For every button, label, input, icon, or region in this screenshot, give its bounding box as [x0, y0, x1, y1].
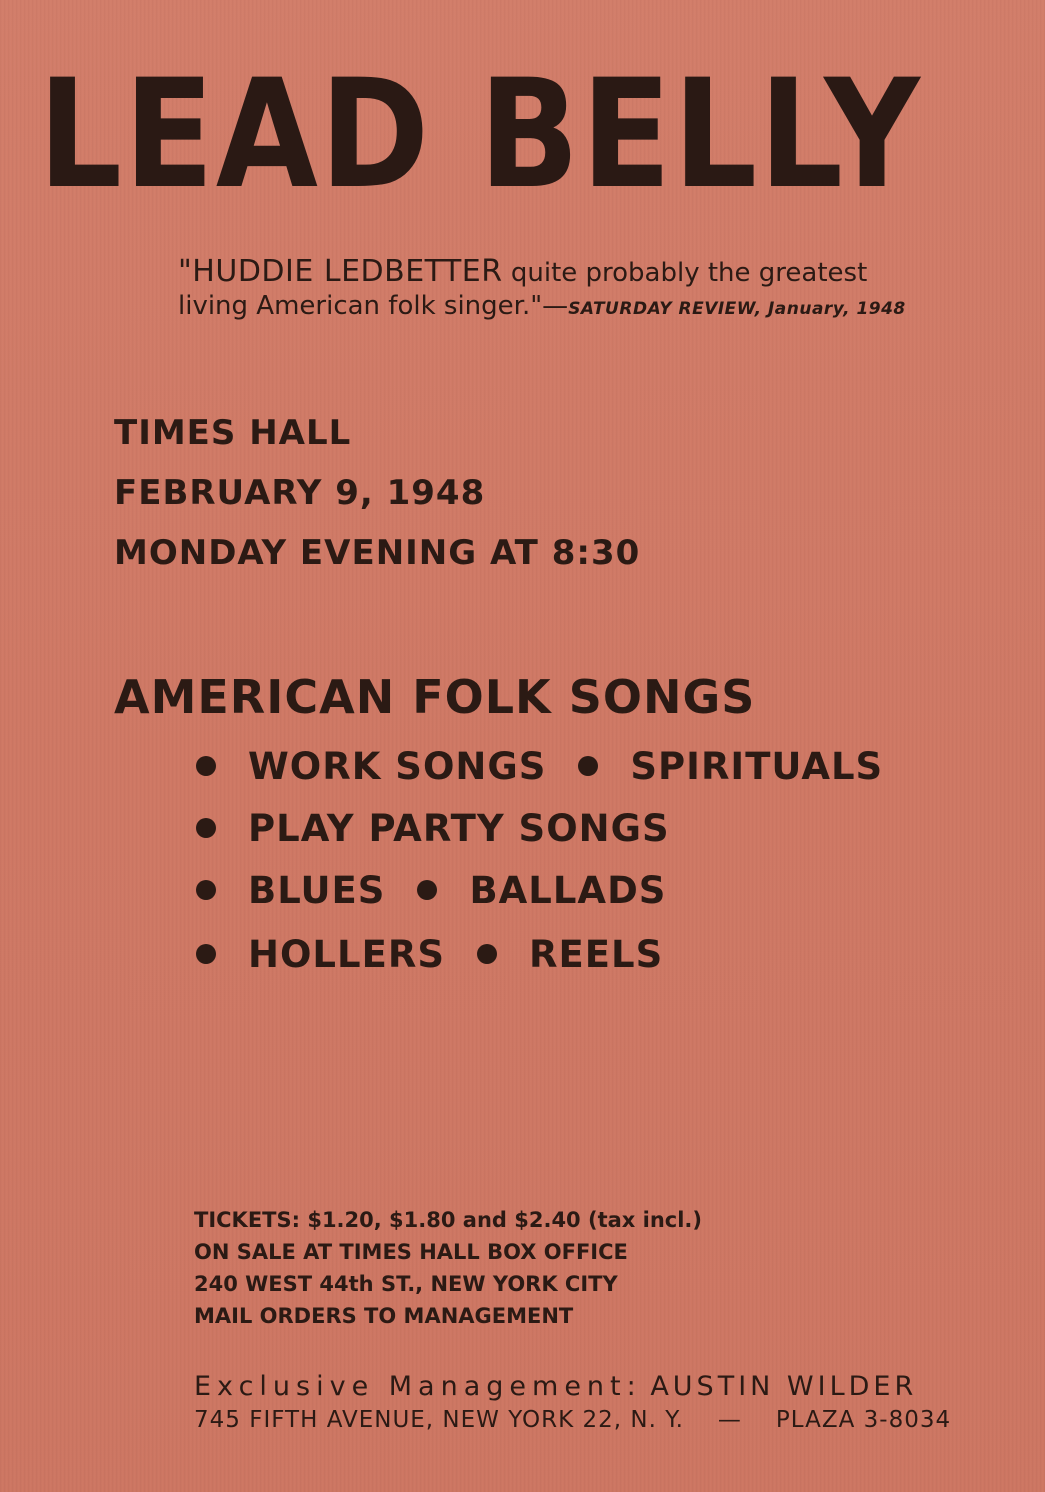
program-item-work-songs: WORK SONGS [248, 745, 547, 788]
program-row-4 [196, 933, 663, 977]
bullet-icon [196, 756, 216, 776]
management-label: Exclusive Management: [194, 1371, 642, 1402]
bullet-icon [417, 880, 437, 900]
management-line [194, 1370, 917, 1404]
management-address: 745 FIFTH AVENUE, NEW YORK 22, N. Y. [194, 1407, 684, 1433]
event-time: MONDAY EVENING AT 8:30 [114, 533, 641, 573]
tickets-on-sale: ON SALE AT TIMES HALL BOX OFFICE [194, 1240, 628, 1264]
bullet-icon [196, 944, 216, 964]
quote-line-1 [178, 256, 867, 289]
address-separator: — [717, 1407, 742, 1433]
bullet-icon [196, 880, 216, 900]
program-item-hollers: HOLLERS [248, 933, 445, 976]
program-row-2 [196, 807, 670, 851]
management-name: AUSTIN WILDER [650, 1371, 918, 1402]
event-venue: TIMES HALL [114, 413, 352, 453]
quote-text-1: quite probably the greatest [510, 258, 868, 288]
program-item-ballads: BALLADS [469, 869, 667, 912]
quote-source: SATURDAY REVIEW, January, 1948 [568, 299, 906, 319]
program-row-3 [196, 869, 666, 913]
program-item-reels: REELS [529, 933, 664, 976]
bullet-icon [477, 944, 497, 964]
quote-text-2: living American folk singer."— [178, 291, 569, 321]
program-row-1 [196, 745, 883, 789]
program-item-spirituals: SPIRITUALS [630, 745, 884, 788]
management-address-line [194, 1404, 951, 1436]
bullet-icon [196, 818, 216, 838]
tickets-prices: TICKETS: $1.20, $1.80 and $2.40 (tax incl.) [194, 1208, 703, 1232]
program-item-blues: BLUES [248, 869, 386, 912]
quote-name: "HUDDIE LEDBETTER [178, 254, 503, 289]
event-date: FEBRUARY 9, 1948 [114, 473, 486, 513]
program-item-play-party-songs: PLAY PARTY SONGS [248, 807, 670, 850]
management-phone: PLAZA 3-8034 [775, 1407, 952, 1433]
poster-title: LEAD BELLY [38, 48, 922, 222]
tickets-address: 240 WEST 44th ST., NEW YORK CITY [194, 1272, 618, 1296]
program-heading: AMERICAN FOLK SONGS [114, 670, 756, 724]
quote-line-2 [178, 290, 906, 325]
tickets-mail: MAIL ORDERS TO MANAGEMENT [194, 1304, 574, 1328]
bullet-icon [578, 756, 598, 776]
